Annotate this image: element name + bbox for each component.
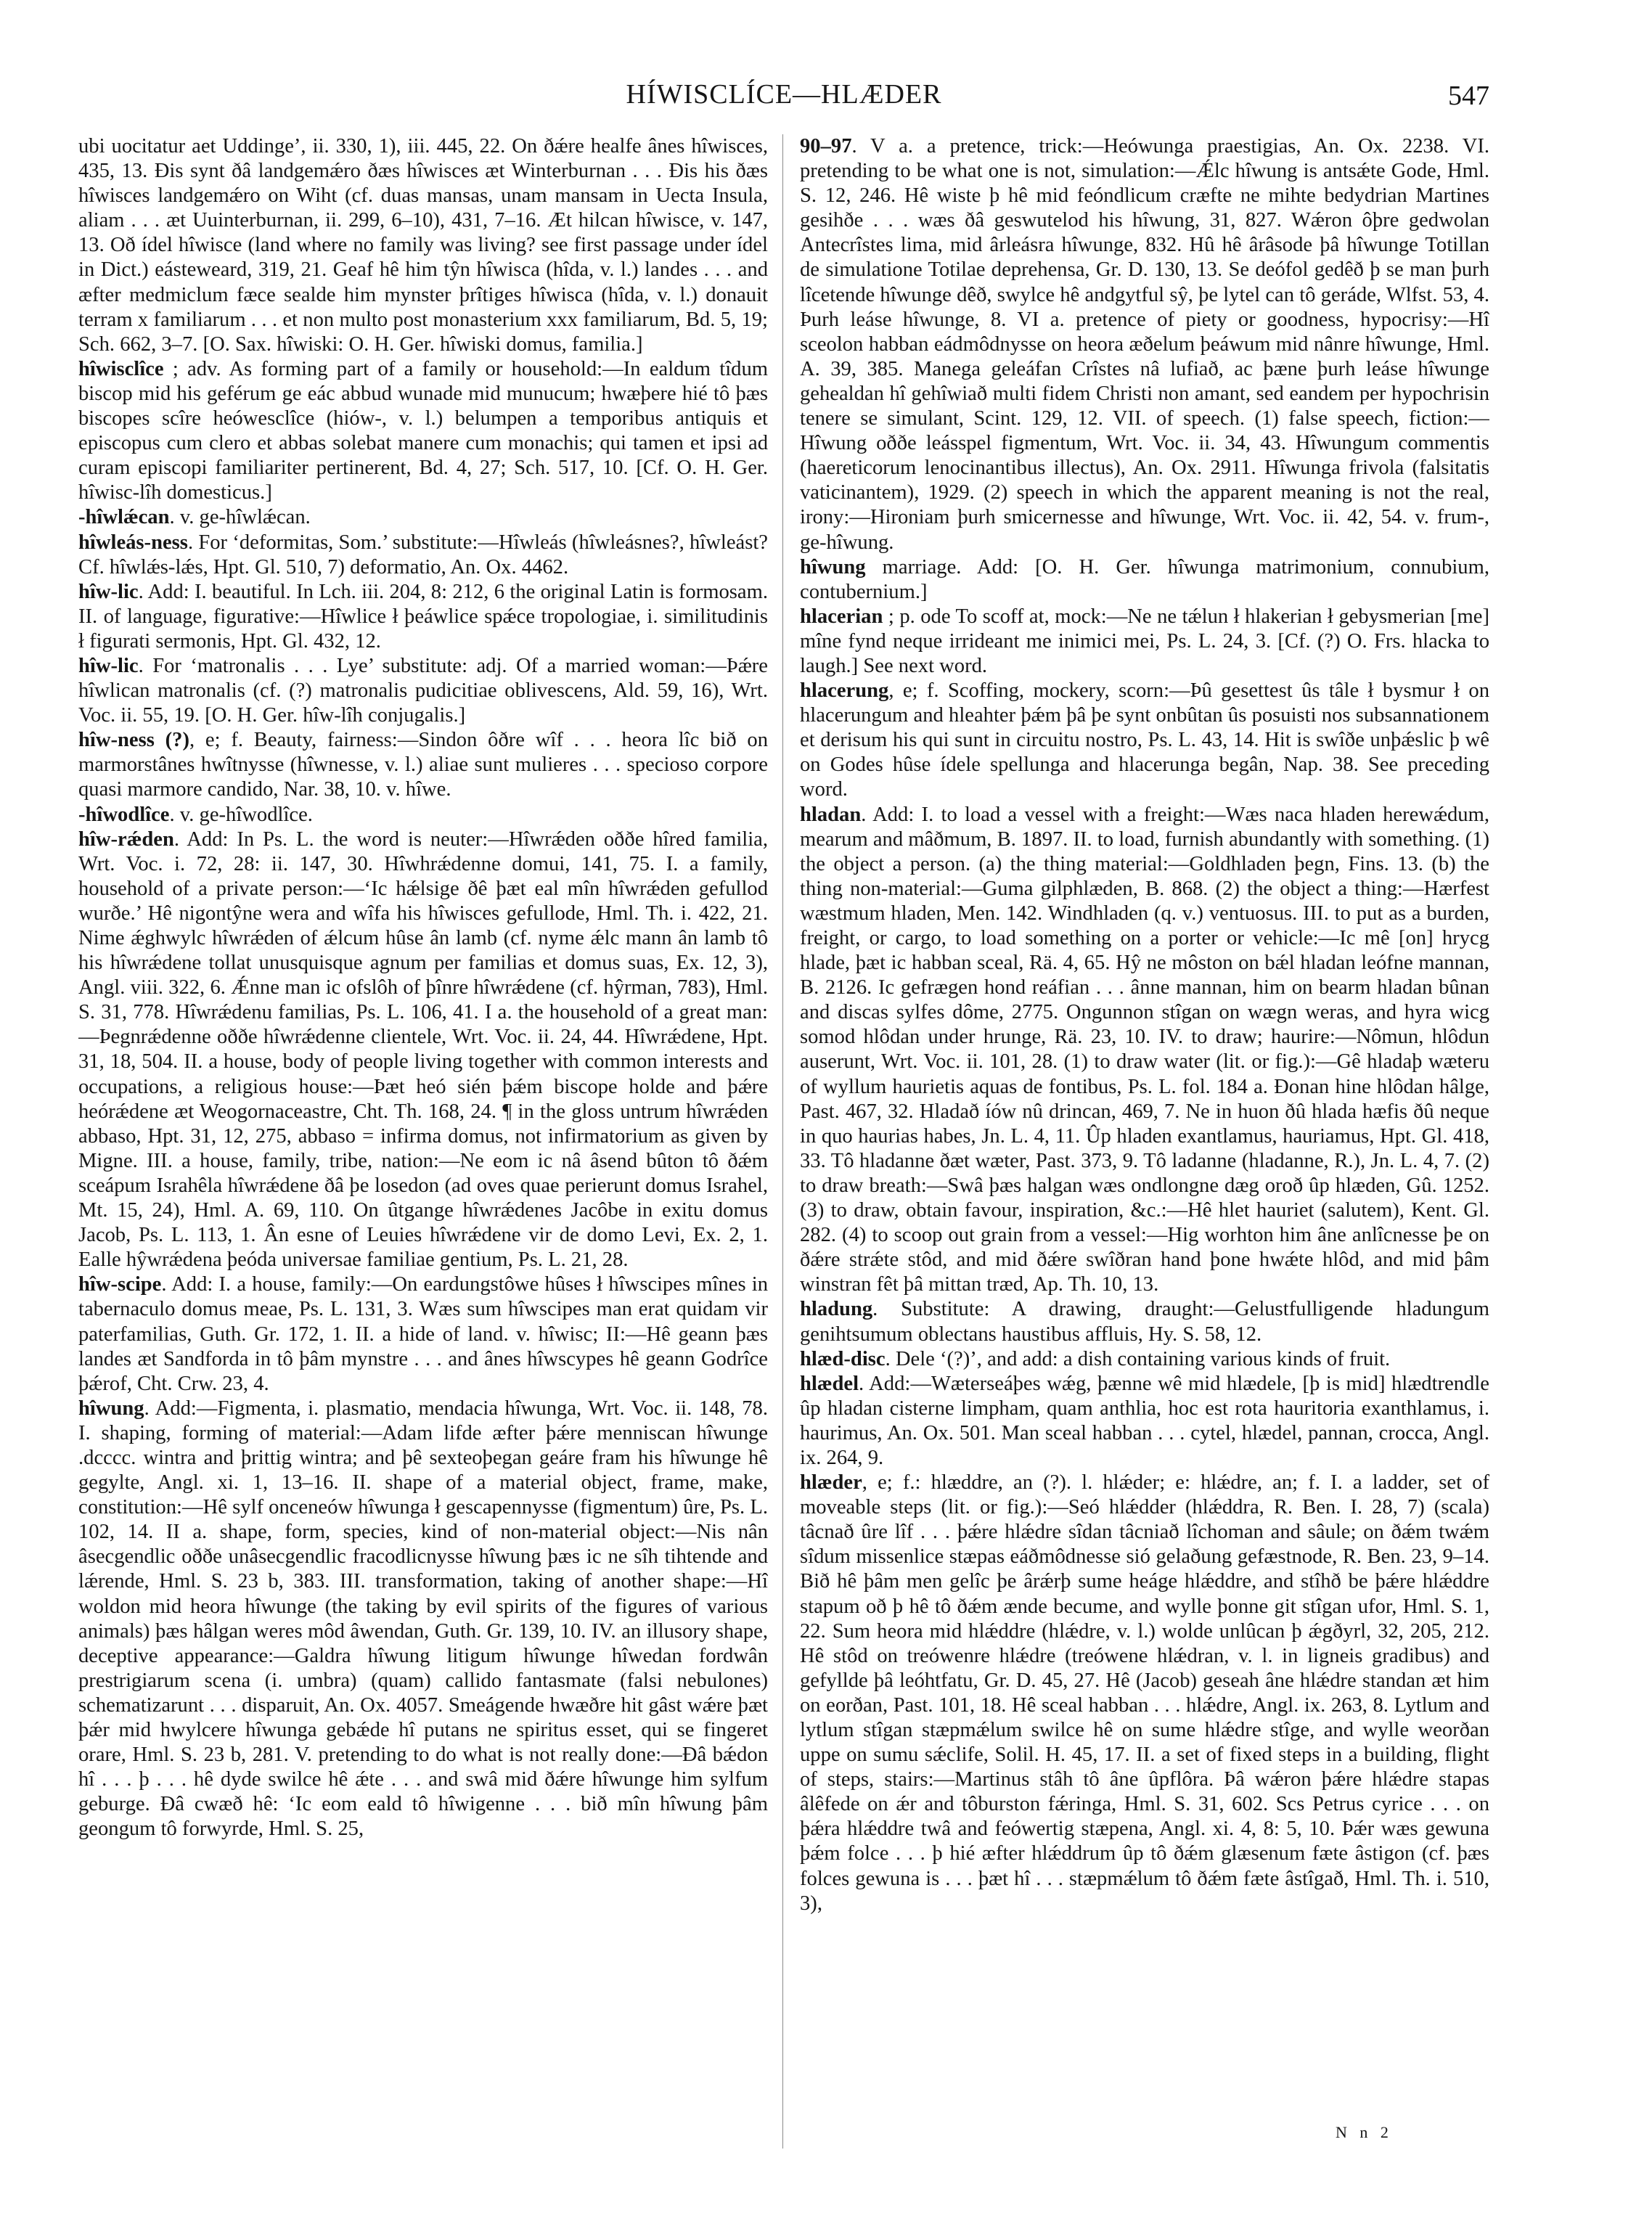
dictionary-entry: hîw-scipe. Add: I. a house, family:—On eardungstôwe hûses ł hîwscipes mînes in tabernaculo domus meae, Ps. L. 131, 3. Wæs sum hîwscipes man erat quidam vir paterfamilias, Guth. Gr. 172, 1. II. a hide of land. v. hîwisc; II:—Hê geann þæs landes æt Sandforda in tô þâm mynstre . . . and ânes hîwscypes hê geann Godrîce þǽrof, Cht. Crw. 23, 4. [78,1273,768,1395]
headword: hlacerian [800,605,883,628]
running-head: HÍWISCLÍCE—HLÆDER [626,79,942,110]
dictionary-entry: hlædel. Add:—Wæterseáþes wǽg, þænne wê mid hlædele, [þ is mid] hlædtrendle ûp hladan cisterne limpham, quam anthlia, hoc est rota hauritoria exanthlamus, i. haurimus, An. Ox. 501. Man sceal habban . . . cytel, hlædel, pannan, crocca, Angl. ix. 264, 9. [800,1372,1489,1469]
headword: 90–97 [800,135,852,158]
headword: hîw-lic [78,654,139,677]
column-divider [782,134,783,2149]
dictionary-entry: hîw-rǽden. Add: In Ps. L. the word is neuter:—Hîwrǽden oððe hîred familia, Wrt. Voc. i. 72, 28: ii. 147, 30. Hîwhrǽdenne domui, 141, 75. I. a family, household of a private person:—‘Ic hǽlsige ðê þæt eal mîn hîwrǽden gefullod wurðe.’ Hê nigontŷne wera and wîfa his hîwisces gefullode, Hml. Th. i. 422, 21. Nime ǽghwylc hîwrǽden of ǽlcum hûse ân lamb (cf. nyme ǽlc mann ân lamb tô his hîwrǽdene tollat unusquisque agnum per familias et domus suas, Ex. 12, 3), Angl. viii. 322, 6. Ǽnne man ic ofslôh of þînre hîwrǽdene (cf. hŷrman, 783), Hml. S. 31, 778. Hîwrǽdenu familias, Ps. L. 106, 41. I a. the household of a great man:—Þegnrǽdenne oððe hîwrǽdenne clientele, Wrt. Voc. ii. 24, 44. Hîwrǽdene, Hpt. 31, 18, 504. II. a house, body of people living together with common interests and occupations, a religious house:—Þæt heó sién þǽm biscope holde and þǽre heórǽdene æt Weogornaceastre, Cht. Th. 168, 24. ¶ in the gloss untrum hîwrǽden abbaso, Hpt. 31, 12, 275, abbaso = infirma domus, not infirmatorium as given by Migne. III. a house, family, tribe, nation:—Ne eom ic nâ âsend bûton tô ðǽm sceápum Israhêla hîwrǽdene ðâ þe losedon (ad oves quae perierunt domus Israhel, Mt. 15, 24), Hml. A. 69, 110. On ûtgange hîwrǽdenes Jacôbe in exitu domus Jacob, Ps. L. 113, 1. Ân esne of Leuies hîwrǽdene vir de domo Levi, Ex. 2, 1. Ealle hŷwrǽdena þeóda universae familiae gentium, Ps. L. 21, 28. [78,827,768,1272]
headword: hlacerung [800,679,889,703]
headword: hlædel [800,1372,859,1395]
dictionary-entry: hîwung marriage. Add: [O. H. Ger. hîwunga matrimonium, connubium, contubernium.] [800,555,1489,603]
signature-mark: N n 2 [1336,2123,1393,2141]
dictionary-entry: 90–97. V a. a pretence, trick:—Heówunga praestigias, An. Ox. 2238. VI. pretending to be what one is not, simulation:—Ǽlc hîwung is antsǽte Gode, Hml. S. 12, 246. Hê wiste þ hê mid feóndlicum cræfte ne mihte bedydrian Martines gesihðe . . . wæs ðâ geswutelod his hîwung, 31, 827. Wǽron ôþre gedwolan Antecrîstes lima, mid ârleásra hîwunge, 832. Hû hê ârâsode þâ hîwunge Totillan de simulatione Totilae deprehensa, Gr. D. 130, 13. Se deófol gedêð þ se man þurh lîcetende hîwunge dêð, swylce hê andgytful sŷ, þe lytel can tô geráde, Wlfst. 53, 4. Þurh leáse hîwunge, 8. VI a. pretence of piety or goodness, hypocrisy:—Hî sceolon habban eádmôdnysse on heora æðelum þeáwum mid nânre hîwunge, Hml. A. 39, 385. Manega geleáfan Crîstes nâ lufiað, ac þæne þurh leáse hîwunge gehealdan hî gehîwiað multi fidem Christi non amant, sed eandem per hypochrisin tenere se simulant, Scint. 129, 12. VII. of speech. (1) false speech, fiction:—Hîwung oððe leásspel figmentum, Wrt. Voc. ii. 34, 43. Hîwungum commentis (haereticorum lenocinantibus illectus), An. Ox. 2911. Hîwunga frivola (falsitatis vaticinantem), 1929. (2) speech in which the apparent meaning is not the real, irony:—Hironiam þurh smicernesse and hîwunge, Wrt. Voc. ii. 42, 54. v. frum-, ge-hîwung. [800,135,1489,554]
headword: hîwung [800,555,866,579]
headword: hîwung [78,1397,144,1420]
dictionary-entry: hladan. Add: I. to load a vessel with a freight:—Wæs naca hladen herewǽdum, mearum and mâðmum, B. 1897. II. to load, furnish abundantly with something. (1) the object a person. (a) the thing material:—Goldhladen þegn, Fins. 13. (b) the thing non-material:—Guma gilphlæden, B. 868. (2) the object a thing:—Hærfest wæstmum hladen, Men. 142. Windhladen (q. v.) ventuosus. III. to put as a burden, freight, or cargo, to load something on a porter or vehicle:—Ic mê [on] hrycg hlade, þæt ic habban sceal, Rä. 4, 65. Hŷ ne môston on bǽl hladan leófne mannan, B. 2126. Ic gefrægen hond reáfian . . . ânne mannan, him on bearm hladan bûnan and discas sylfes dôme, 2775. Ongunnon stîgan on wægn weras, and hyra wicg somod hlôdan under hrunge, Rä. 23, 10. IV. to draw; haurire:—Nômun, hlôdun auserunt, Wrt. Voc. ii. 101, 28. (1) to draw water (lit. or fig.):—Gê hladaþ wæteru of wyllum haurietis aquas de fontibus, Ps. L. fol. 184 a. Ðonan hine hlôdan hâlge, Past. 467, 32. Hladað íów nû drincan, 469, 7. Ne in huon ðû hlada hæfis ðû neque in quo haurias habes, Jn. L. 4, 11. Ûp hladen exantlamus, hauriamus, Hpt. Gl. 418, 33. Tô hladanne ðæt wæter, Past. 373, 9. Tô ladanne (hladanne, R.), Jn. L. 4, 7. (2) to draw breath:—Swâ þæs halgan wæs ondlongne dæg oroð ûp hlæden, Gû. 1252. (3) to draw, obtain favour, inspiration, &c.:—Hê hlet hauriet (salutem), Kent. Gl. 282. (4) to scoop out grain from a vessel:—Hig worhton him âne anlîcnesse þe on ðǽre strǽte stôd, and mid ðǽre swîðran hand þone hwǽte hlôd, and mid þâm winstran fêt þâ mittan træd, Ap. Th. 10, 13. [800,803,1489,1296]
dictionary-entry: hladung. Substitute: A drawing, draught:—Gelustfulligende hladungum genihtsumum oblectans haustibus affluis, Hy. S. 58, 12. [800,1298,1489,1346]
headword: hlæd-disc [800,1347,886,1370]
dictionary-entry: hlacerung, e; f. Scoffing, mockery, scorn:—Þû gesettest ûs tâle ł bysmur ł on hlacerungum and hleahter þǽm þâ þe synt onbûtan ûs posuisti nos subsannationem et derisum his qui sunt in circuitu nostro, Ps. L. 43, 14. Hit is swîðe unþǽslic þ wê on Godes hûse ídele spellunga and hlacerunga begân, Nap. 38. See preceding word. [800,679,1489,801]
dictionary-entry: -hîwlǽcan. v. ge-hîwlǽcan. [78,506,311,529]
page-header [78,78,1489,122]
dictionary-entry: ubi uocitatur aet Uddinge’, ii. 330, 1), iii. 445, 22. On ðǽre healfe ânes hîwisces, 435, 13. Ðis synt ðâ landgemǽro ðæs hîwisces æt Winterburnan . . . Ðis his ðæs hîwisces landgemǽro on Wiht (cf. duas mansas, unam mansam in Uecta Insula, aliam . . . æt Uuinterburnan, ii. 299, 6–10), 431, 7–16. Æt hilcan hîwisce, v. 147, 13. Oð ídel hîwisce (land where no family was living? see first passage under ídel in Dict.) eásteweard, 319, 21. Geaf hê him tŷn hîwisca (hîda, v. l.) landes . . . and æfter medmiclum fæce sealde him mynster þrîtiges hîwisca (hîda, v. l.) donauit terram x familiarum . . . et non multo post monasterium xxx familiarum, Bd. 5, 19; Sch. 662, 3–7. [O. Sax. hîwiski: O. H. Ger. hîwiski domus, familia.] [78,135,768,356]
dictionary-entry: hîw-lic. For ‘matronalis . . . Lye’ substitute: adj. Of a married woman:—Þǽre hîwlican matronalis (cf. (?) matronalis pudicitiae oblivescens, Ald. 59, 16), Wrt. Voc. ii. 55, 19. [O. H. Ger. hîw-lîh conjugalis.] [78,654,768,727]
left-column [78,134,768,2152]
dictionary-entry: hîw-lic. Add: I. beautiful. In Lch. iii. 204, 8: 212, 6 the original Latin is formosam. II. of language, figurative:—Hîwlice ł þeáwlice spǽce tropologiae, i. similitudinis ł figurati sermonis, Hpt. Gl. 432, 12. [78,580,768,653]
dictionary-entry: hîwung. Add:—Figmenta, i. plasmatio, mendacia hîwunga, Wrt. Voc. ii. 148, 78. I. shaping, forming of material:—Adam lifde æfter þǽre menniscan hîwunge .dcccc. wintra and þrittig wintra; and þê sexteoþegan geáre fram his hîwunge hê gegylte, Angl. xi. 1, 13–16. II. shape of a material object, frame, make, constitution:—Hê sylf onceneów hîwunga ł gescapennysse (figmentum) ûre, Ps. L. 102, 14. II a. shape, form, species, kind of non-material object:—Nis nân âsecgendlic oððe unâsecgendlic fracodlicnysse hîwung þæs ic ne sîh tihtende and lǽrende, Hml. S. 23 b, 383. III. transformation, taking of another shape:—Hî woldon mid heora hîwunge (the taking by evil spirits of the figures of various animals) þæs hâlgan weres môd âwendan, Guth. Gr. 139, 10. IV. an illusory shape, deceptive appearance:—Galdra hîwung litigum hîwunge hîwedan fordwân prestrigiarum scena (i. umbra) (quam) callido fantasmate (falsi nebulones) schematizarunt . . . disparuit, An. Ox. 4057. Smeágende hwæðre hit gâst wǽre þæt þǽr mid hwylcere hîwunga gebǽde hî putans ne spiritus esset, qui se fingeret orare, Hml. S. 23 b, 281. V. pretending to do what is not really done:—Ðâ bǽdon hî . . . þ . . . hê dyde swilce hê ǽte . . . and swâ mid ðǽre hîwunge him sylfum geburge. Ðâ cwæð hê: ‘Ic eom eald tô hîwigenne . . . bið mîn hîwung þâm geongum tô forwyrde, Hml. S. 25, [78,1397,768,1841]
headword: hîwleás-ness [78,531,188,554]
headword: hîw-lic [78,580,139,603]
headword: -hîwodlîce [78,803,170,826]
headword: hîw-rǽden [78,827,174,851]
page-number: 547 [1448,81,1489,111]
dictionary-entry: hlæd-disc. Dele ‘(?)’, and add: a dish containing various kinds of fruit. [800,1347,1391,1370]
headword: hîwisclîce [78,357,164,380]
headword: hladan [800,803,862,826]
dictionary-entry: -hîwodlîce. v. ge-hîwodlîce. [78,803,313,826]
dictionary-entry: hîw-ness (?), e; f. Beauty, fairness:—Sindon ôðre wîf . . . heora lîc bið on marmorstânes hwîtnysse (hîwnesse, v. l.) aliae sunt mulieres . . . specioso corpore quasi marmore candido, Nar. 38, 10. v. hîwe. [78,729,768,801]
dictionary-entry: hîwleás-ness. For ‘deformitas, Som.’ substitute:—Hîwleás (hîwleásnes?, hîwleást? Cf. hîwlǽs-lǽs, Hpt. Gl. 510, 7) deformatio, An. Ox. 4462. [78,531,768,579]
headword: hîw-scipe [78,1273,162,1296]
headword: hîw-ness (?) [78,729,189,752]
headword: hlæder [800,1471,862,1495]
dictionary-entry: hîwisclîce ; adv. As forming part of a family or household:—In ealdum tîdum biscop mid his geférum ge eác abbud wunade mid munucum; hwæþere hié tô þæs biscopes scîre heówesclîce (hiów-, v. l.) belumpen a temporibus antiquis et episcopus cum clero et abbas solebat manere cum monachis; qui tamen et ipsi ad curam episcopi familiariter pertinerent, Bd. 4, 27; Sch. 517, 10. [Cf. O. H. Ger. hîwisc-lîh domesticus.] [78,357,768,504]
right-column [800,134,1489,2152]
headword: -hîwlǽcan [78,506,170,529]
dictionary-entry: hlacerian ; p. ode To scoff at, mock:—Ne ne tǽlun ł hlakerian ł gebysmerian [me] mîne fynd neque irrideant me inimici mei, Ps. L. 24, 3. [Cf. (?) O. Frs. hlacka to laugh.] See next word. [800,605,1489,677]
headword: hladung [800,1298,873,1321]
dictionary-entry: hlæder, e; f.: hlæddre, an (?). l. hlǽder; e: hlǽdre, an; f. I. a ladder, set of moveable steps (lit. or fig.):—Seó hlǽdder (hlǽddra, R. Ben. I. 28, 7) (scala) tâcnað ûre lîf . . . þǽre hlǽdre sîdan tâcniað lîchoman and sâule; on ðǽm twǽm sîdum missenlice stæpas eáðmôdnesse sió gelaðung gefæstnode, R. Ben. 23, 9–14. Bið hê þâm men gelîc þe ârǽrþ sume heáge hlǽddre, and stîhð be þǽre hlǽddre stapum oð þ hê tô ðǽm ænde becume, and wylle þonne git stîgan ufor, Hml. S. 1, 22. Sum heora mid hlǽddre (hlǽdre, v. l.) wolde unlûcan þ ǽgðyrl, 32, 205, 212. Hê stôd on treówenre hlǽdre (treówene hlǽdran, v. l. in ligneis gradibus) and gefyllde þâ leóhtfatu, Gr. D. 45, 27. Hê (Jacob) geseah âne hlǽdre standan æt him on eorðan, Past. 101, 18. Hê sceal habban . . . hlǽdre, Angl. ix. 263, 8. Lytlum and lytlum stîgan stæpmǽlum swilce hê on sume hlǽdre stîge, and wylle weorðan uppe on sumu sǽclife, Solil. H. 45, 17. II. a set of fixed steps in a building, flight of steps, stairs:—Martinus stâh tô âne ûpflôra. Þâ wǽron þǽre hlǽdre stapas âlêfede on ǽr and tôburston fǽringa, Hml. S. 31, 602. Scs Petrus cyrice . . . on þǽra hlǽddre twâ and feówertig stæpena, Angl. xi. 4, 8: 5, 10. Þǽr wæs gewuna þǽm folce . . . þ hié æfter hlǽddrum ûp tô ðǽm glæsenum fæte âstigon (cf. þæs folces gewuna is . . . þæt hî . . . stæpmǽlum tô ðǽm fæte âstîgað, Hml. Th. i. 510, 3), [800,1471,1489,1915]
